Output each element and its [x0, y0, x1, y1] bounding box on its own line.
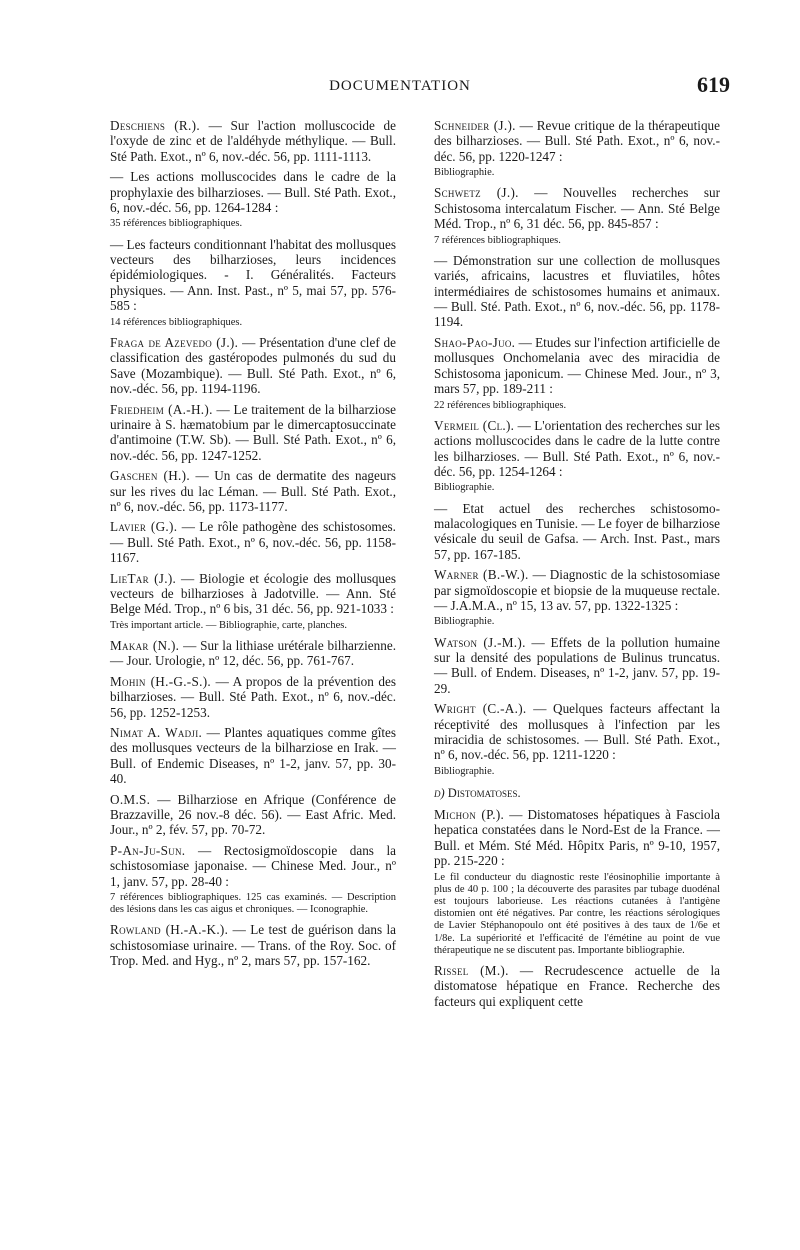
bibliography-entry: [434, 635, 720, 697]
columns: [110, 118, 720, 1238]
entry-note: 7 références bibliographiques. 125 cas examinés. — Description des lésions dans les cas aigus et chroniques. — Iconographie.: [110, 892, 396, 916]
entry-text: — Effets de la pollution humaine sur la densité des populations de Bulinus truncatus. — Bull. of Endem. Diseases, nº 1-2, janv. 57, pp. 19-29.: [434, 634, 720, 696]
entry-author: Rissel (M.).: [434, 963, 509, 979]
entry-author: Shao-Pao-Juo.: [434, 334, 516, 350]
bibliography-entry: [434, 701, 720, 763]
entry-text: — Revue critique de la thérapeutique des bilharzioses. — Bull. Sté Path. Exot., nº 6, nov.-déc. 56, pp. 1220-1247 :: [434, 118, 721, 164]
page-number: 619: [697, 72, 730, 97]
entry-note: Très important article. — Bibliographie, carte, planches.: [110, 619, 347, 631]
entry-author: O.M.S.: [110, 791, 151, 807]
left-column: [110, 118, 396, 1238]
page-header: [0, 72, 800, 102]
entry-text: — Recrudescence actuelle de la distomatose hépatique en France. Recherche des facteurs qui expliquent cette: [434, 963, 720, 1009]
entry-text: — A propos de la prévention des bilharzioses. — Bull. Sté Path. Exot., nº 6, nov.-déc. 56, pp. 1252-1253.: [110, 673, 396, 720]
entry-author: Warner (B.-W.).: [434, 567, 529, 583]
bibliography-entry: [434, 253, 720, 330]
entry-note: Le fil conducteur du diagnostic reste l'éosinophilie importante à plus de 40 p. 100 ; la découverte des parasites par tubage duodénal est toujours laborieuse. Les réactions cutanées à l'antigène distomien ont été négatives. Par contre, les réactions sérologiques de Lavier Stéphanopoulo ont été positives à des taux de 1/6e et 1/8e. La supériorité et l'efficacité de l'émétine au point de vue thérapeutique ne se discutent pas. Importante bibliographie.: [434, 871, 720, 956]
bibliography-entry: [434, 963, 720, 1009]
entry-author: P-An-Ju-Sun.: [110, 842, 186, 858]
bibliography-entry: [110, 571, 396, 617]
bibliography-entry: [434, 567, 720, 613]
entry-author: Nimat A. Wadji.: [110, 725, 203, 741]
entry-author: Makar (N.).: [110, 637, 180, 653]
entry-author: Lavier (G.).: [110, 519, 178, 535]
bibliography-entry: [434, 418, 720, 480]
bibliography-entry: [110, 519, 396, 565]
entry-text: — Diagnostic de la schistosomiase par sigmoïdoscopie et biopsie de la muqueuse rectale. — J.A.M.A., nº 15, 13 av. 57, pp. 1322-1325 :: [434, 567, 721, 613]
entry-author: Wright (C.-A.).: [434, 701, 527, 717]
bibliography-entry: [110, 843, 396, 889]
entry-text: — Les facteurs conditionnant l'habitat des mollusques vecteurs des bilharzioses, leurs incidences épidémiologiques. - I. Généralités. Facteurs physiques. — Ann. Inst. Past., nº 5, mai 57, pp. 576-585 :: [110, 236, 396, 314]
entry-note: 22 références bibliographiques.: [434, 399, 567, 411]
entry-note: Bibliographie.: [434, 482, 495, 494]
bibliography-entry: [434, 118, 720, 164]
entry-text: — Démonstration sur une collection de mollusques variés, africains, lacustres et fluviatiles, hôtes intermédiaires de schistosomes humains et animaux. — Bull. Sté. Path. Exot., nº 6, nov.-déc. 56, pp. 1178-1194.: [434, 252, 720, 330]
entry-text: — Biologie et écologie des mollusques vecteurs de bilharzioses à Jadotville. — Ann. Sté Belge Méd. Trop., nº 6 bis, 31 déc. 56, pp. 921-1033 :: [110, 570, 397, 617]
entry-text: — Plantes aquatiques comme gîtes des mollusques vecteurs de la bilharziose en Irak. — Bull. of Endemic Diseases, nº 1-2, janv. 57, pp. 30-40.: [110, 725, 397, 787]
bibliography-entry: [110, 118, 396, 164]
bibliography-entry: [110, 468, 396, 514]
bibliography-entry: [110, 792, 396, 838]
entry-text: — Etudes sur l'infection artificielle de mollusques Onchomelania avec des miracidia de Schistosoma japonicum. — Chinese Med. Jour., nº 3, mars 57, pp. 189-211 :: [434, 334, 720, 397]
section-title: Distomatoses.: [447, 786, 521, 801]
section-heading: [434, 786, 720, 801]
entry-author: Deschiens (R.).: [110, 118, 200, 133]
bibliography-entry: [110, 169, 396, 215]
entry-text: — Les actions molluscocides dans le cadre de la prophylaxie des bilharzioses. — Bull. Sté Path. Exot., 6, nov.-déc. 56, pp. 1264-1284 :: [110, 169, 396, 216]
bibliography-entry: [110, 725, 396, 787]
entry-text: — Le test de guérison dans la schistosomiase urinaire. — Trans. of the Roy. Soc. of Trop. Med. and Hyg., nº 2, mars 57, pp. 157-162.: [110, 922, 396, 969]
entry-note: Bibliographie.: [434, 167, 495, 179]
entry-text: — Le rôle pathogène des schistosomes. — Bull. Sté Path. Exot., nº 6, nov.-déc. 56, pp. 1158-1167.: [110, 519, 396, 566]
entry-text: — Présentation d'une clef de classification des gastéropodes pulmonés du sud du Save (Mozambique). — Bull. Sté Path. Exot., nº 6, nov.-déc. 56, pp. 1194-1196.: [110, 334, 396, 397]
entry-text: — Etat actuel des recherches schistosomo-malacologiques en Tunisie. — Le foyer de bilharziose vésicale du seuil de Gafsa. — Arch. Inst. Past., mars 57, pp. 167-185.: [434, 500, 720, 562]
entry-text: — Bilharziose en Afrique (Conférence de Brazzaville, 26 nov.-8 déc. 56). — East Afric. Med. Jour., nº 2, fév. 57, pp. 70-72.: [110, 791, 396, 838]
entry-note: 14 références bibliographiques.: [110, 316, 243, 328]
bibliography-entry: [434, 185, 720, 231]
entry-text: — Un cas de dermatite des nageurs sur les rives du lac Léman. — Bull. Sté Path. Exot., nº 6, nov.-déc. 56, pp. 1173-1177.: [110, 468, 396, 514]
section-letter: d): [434, 786, 448, 801]
entry-author: Mohin (H.-G.-S.).: [110, 673, 212, 689]
entry-author: Watson (J.-M.).: [434, 634, 526, 650]
entry-text: — Le traitement de la bilharziose urinaire à S. hæmatobium par le dimercaptosuccinate d'antimoine (T.W. Sb). — Bull. Sté Path. Exot., nº 6, nov.-déc. 56, pp. 1247-1252.: [110, 401, 397, 463]
entry-author: Gaschen (H.).: [110, 468, 190, 484]
bibliography-entry: [434, 335, 720, 397]
bibliography-entry: [434, 807, 720, 869]
entry-note: Bibliographie.: [434, 616, 495, 628]
entry-note: 35 références bibliographiques.: [110, 218, 243, 230]
entry-text: — Quelques facteurs affectant la réceptivité des mollusques à l'infection par les miracidia de schistosomes. — Bull. Sté Path. Exot., nº 6, nov.-déc. 56, pp. 1211-1220 :: [434, 701, 720, 763]
bibliography-entry: [110, 638, 396, 669]
entry-author: Fraga de Azevedo (J.).: [110, 334, 239, 350]
bibliography-entry: [110, 402, 396, 464]
bibliography-entry: [110, 237, 396, 314]
running-title: DOCUMENTATION: [329, 78, 471, 94]
entry-author: Vermeil (Cl.).: [434, 417, 515, 433]
entry-note: 7 références bibliographiques.: [434, 234, 561, 246]
entry-author: Schneider (J.).: [434, 118, 516, 133]
bibliography-entry: [434, 501, 720, 563]
right-column: [434, 118, 720, 1238]
entry-author: LieTar (J.).: [110, 570, 177, 586]
entry-text: — Distomatoses hépatiques à Fasciola hepatica constatées dans le Nord-Est de la France. — Bull. et Mém. Sté Méd. Hôpitx Paris, nº 9-10, 1957, pp. 215-220 :: [434, 807, 720, 869]
entry-note: Bibliographie.: [434, 765, 495, 777]
entry-text: — Sur l'action molluscocide de l'oxyde de zinc et de l'aldéhyde méthylique. — Bull. Sté Path. Exot., nº 6, nov.-déc. 56, pp. 1111-1113.: [110, 118, 396, 164]
entry-text: — L'orientation des recherches sur les actions molluscocides dans le cadre de la lutte contre les bilharzioses. — Bull. Sté Path. Exot., nº 6, nov.-déc. 56, pp. 1254-1264 :: [434, 417, 721, 479]
entry-text: — Nouvelles recherches sur Schistosoma intercalatum Fischer. — Ann. Sté Belge Méd. Trop., nº 6, 31 déc. 56, pp. 845-857 :: [434, 185, 720, 232]
entry-author: Rowland (H.-A.-K.).: [110, 922, 229, 938]
entry-author: Michon (P.).: [434, 807, 505, 823]
bibliography-entry: [110, 335, 396, 397]
entry-text: — Sur la lithiase urétérale bilharzienne. — Jour. Urologie, nº 12, déc. 56, pp. 761-767.: [110, 637, 396, 669]
entry-author: Schwetz (J.).: [434, 185, 519, 201]
entry-text: — Rectosigmoïdoscopie dans la schistosomiase japonaise. — Chinese Med. Jour., nº 1, janv. 57, pp. 28-40 :: [110, 842, 396, 889]
entry-author: Friedheim (A.-H.).: [110, 401, 213, 417]
bibliography-entry: [110, 674, 396, 720]
bibliography-entry: [110, 922, 396, 968]
